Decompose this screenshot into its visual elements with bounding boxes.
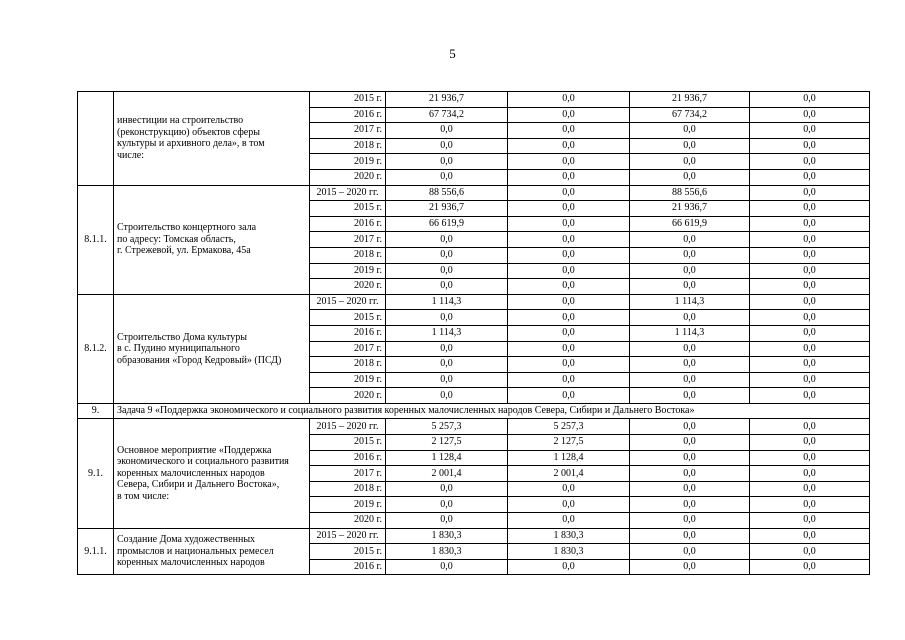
- value-cell: 0,0: [508, 325, 630, 341]
- value-cell: 0,0: [508, 154, 630, 170]
- year-cell: 2019 г.: [310, 497, 386, 513]
- value-cell: 0,0: [630, 372, 750, 388]
- value-cell: 2 001,4: [508, 466, 630, 482]
- value-cell: 0,0: [750, 513, 870, 529]
- value-cell: 2 127,5: [508, 435, 630, 451]
- item-name: [114, 419, 310, 528]
- value-cell: 1 830,3: [508, 528, 630, 544]
- value-cell: 0,0: [750, 357, 870, 373]
- year-cell: 2020 г.: [310, 279, 386, 295]
- value-cell: 2 001,4: [386, 466, 508, 482]
- item-name-text: инвестиции на строительство (реконструкцию) объектов сферы культуры и архивного дела», в том числе:: [117, 115, 265, 161]
- value-cell: 0,0: [386, 341, 508, 357]
- value-cell: 0,0: [630, 247, 750, 263]
- value-cell: 0,0: [386, 481, 508, 497]
- value-cell: 0,0: [508, 372, 630, 388]
- value-cell: 0,0: [386, 388, 508, 404]
- value-cell: 0,0: [750, 169, 870, 185]
- value-cell: 0,0: [508, 559, 630, 575]
- value-cell: 0,0: [630, 169, 750, 185]
- value-cell: 0,0: [750, 263, 870, 279]
- value-cell: 0,0: [630, 466, 750, 482]
- value-cell: 0,0: [508, 107, 630, 123]
- year-cell: 2015 – 2020 гг.: [310, 528, 386, 544]
- value-cell: 0,0: [508, 481, 630, 497]
- value-cell: 0,0: [508, 138, 630, 154]
- value-cell: 66 619,9: [386, 216, 508, 232]
- value-cell: 0,0: [750, 372, 870, 388]
- value-cell: 0,0: [508, 497, 630, 513]
- value-cell: 5 257,3: [386, 419, 508, 435]
- value-cell: 0,0: [386, 154, 508, 170]
- value-cell: 0,0: [630, 138, 750, 154]
- year-cell: 2019 г.: [310, 154, 386, 170]
- value-cell: 0,0: [630, 497, 750, 513]
- value-cell: 0,0: [630, 528, 750, 544]
- value-cell: 0,0: [750, 216, 870, 232]
- value-cell: 0,0: [630, 559, 750, 575]
- year-cell: 2020 г.: [310, 513, 386, 529]
- value-cell: 0,0: [630, 544, 750, 560]
- budget-table: [77, 91, 870, 575]
- value-cell: 0,0: [386, 232, 508, 248]
- value-cell: 66 619,9: [630, 216, 750, 232]
- value-cell: 0,0: [508, 169, 630, 185]
- item-code: 8.1.1.: [78, 185, 114, 294]
- value-cell: 0,0: [508, 357, 630, 373]
- value-cell: 21 936,7: [630, 201, 750, 217]
- table-body: [78, 92, 870, 575]
- value-cell: 0,0: [508, 201, 630, 217]
- value-cell: 0,0: [386, 559, 508, 575]
- year-cell: 2018 г.: [310, 138, 386, 154]
- value-cell: 0,0: [750, 310, 870, 326]
- value-cell: 1 114,3: [630, 294, 750, 310]
- value-cell: 0,0: [750, 201, 870, 217]
- value-cell: 1 114,3: [386, 294, 508, 310]
- value-cell: 1 114,3: [630, 325, 750, 341]
- value-cell: 0,0: [750, 435, 870, 451]
- value-cell: 0,0: [750, 466, 870, 482]
- item-name: [114, 528, 310, 575]
- year-cell: 2020 г.: [310, 169, 386, 185]
- value-cell: 0,0: [630, 279, 750, 295]
- value-cell: 0,0: [386, 263, 508, 279]
- value-cell: 0,0: [630, 154, 750, 170]
- item-name-text: Создание Дома художественных промыслов и национальных ремесел коренных малочисленных народов: [117, 534, 274, 569]
- year-cell: 2017 г.: [310, 466, 386, 482]
- value-cell: 0,0: [386, 513, 508, 529]
- value-cell: 1 830,3: [386, 528, 508, 544]
- value-cell: 0,0: [750, 138, 870, 154]
- item-name: [114, 92, 310, 186]
- value-cell: 0,0: [508, 341, 630, 357]
- table-row: [78, 185, 870, 201]
- value-cell: 88 556,6: [386, 185, 508, 201]
- value-cell: 0,0: [386, 372, 508, 388]
- value-cell: 0,0: [750, 450, 870, 466]
- table-row: [78, 419, 870, 435]
- value-cell: 0,0: [386, 247, 508, 263]
- value-cell: 0,0: [750, 107, 870, 123]
- value-cell: 0,0: [386, 138, 508, 154]
- value-cell: 0,0: [750, 544, 870, 560]
- table-row: [78, 528, 870, 544]
- year-cell: 2015 г.: [310, 310, 386, 326]
- value-cell: 1 114,3: [386, 325, 508, 341]
- value-cell: 0,0: [750, 341, 870, 357]
- value-cell: 0,0: [750, 154, 870, 170]
- year-cell: 2017 г.: [310, 123, 386, 139]
- value-cell: 0,0: [630, 450, 750, 466]
- year-cell: 2016 г.: [310, 559, 386, 575]
- value-cell: 0,0: [630, 481, 750, 497]
- value-cell: 0,0: [508, 294, 630, 310]
- year-cell: 2015 – 2020 гг.: [310, 185, 386, 201]
- year-cell: 2015 г.: [310, 544, 386, 560]
- value-cell: 1 128,4: [508, 450, 630, 466]
- year-cell: 2018 г.: [310, 247, 386, 263]
- value-cell: 0,0: [386, 497, 508, 513]
- year-cell: 2018 г.: [310, 357, 386, 373]
- task-row: [78, 403, 870, 419]
- table-row: [78, 92, 870, 108]
- item-code: 9.: [78, 403, 114, 419]
- year-cell: 2015 г.: [310, 435, 386, 451]
- year-cell: 2016 г.: [310, 325, 386, 341]
- value-cell: 0,0: [386, 123, 508, 139]
- value-cell: 0,0: [508, 92, 630, 108]
- value-cell: 0,0: [630, 513, 750, 529]
- value-cell: 0,0: [386, 279, 508, 295]
- value-cell: 0,0: [630, 388, 750, 404]
- value-cell: 0,0: [630, 310, 750, 326]
- year-cell: 2019 г.: [310, 263, 386, 279]
- item-name: [114, 185, 310, 294]
- task-title: Задача 9 «Поддержка экономического и социального развития коренных малочисленных народов Севера, Сибири и Дальнего Востока»: [114, 403, 870, 419]
- value-cell: 1 830,3: [508, 544, 630, 560]
- value-cell: 0,0: [750, 92, 870, 108]
- value-cell: 0,0: [630, 263, 750, 279]
- year-cell: 2015 г.: [310, 92, 386, 108]
- value-cell: 0,0: [630, 357, 750, 373]
- value-cell: 0,0: [508, 310, 630, 326]
- value-cell: 1 128,4: [386, 450, 508, 466]
- value-cell: 0,0: [750, 388, 870, 404]
- item-name-text: Основное мероприятие «Поддержка экономического и социального развития коренных малочисленных народов Севера, Сибири и Дальнего Востока», в том числе:: [117, 444, 289, 502]
- value-cell: 0,0: [386, 169, 508, 185]
- value-cell: 88 556,6: [630, 185, 750, 201]
- value-cell: 21 936,7: [630, 92, 750, 108]
- value-cell: 0,0: [508, 279, 630, 295]
- value-cell: 0,0: [508, 263, 630, 279]
- value-cell: 0,0: [750, 185, 870, 201]
- value-cell: 0,0: [508, 123, 630, 139]
- year-cell: 2016 г.: [310, 107, 386, 123]
- item-name-text: Строительство концертного зала по адресу: Томская область, г. Стрежевой, ул. Ермакова, 45а: [117, 222, 257, 257]
- value-cell: 0,0: [508, 513, 630, 529]
- value-cell: 0,0: [508, 232, 630, 248]
- value-cell: 0,0: [630, 232, 750, 248]
- value-cell: 2 127,5: [386, 435, 508, 451]
- value-cell: 0,0: [630, 123, 750, 139]
- year-cell: 2016 г.: [310, 450, 386, 466]
- item-code: 9.1.: [78, 419, 114, 528]
- page-number: 5: [449, 46, 456, 61]
- value-cell: 5 257,3: [508, 419, 630, 435]
- value-cell: 0,0: [750, 294, 870, 310]
- value-cell: 0,0: [508, 247, 630, 263]
- year-cell: 2015 – 2020 гг.: [310, 294, 386, 310]
- value-cell: 0,0: [508, 388, 630, 404]
- year-cell: 2018 г.: [310, 481, 386, 497]
- year-cell: 2017 г.: [310, 341, 386, 357]
- value-cell: 0,0: [750, 419, 870, 435]
- value-cell: 0,0: [750, 123, 870, 139]
- item-code: [78, 92, 114, 186]
- value-cell: 0,0: [750, 528, 870, 544]
- year-cell: 2015 – 2020 гг.: [310, 419, 386, 435]
- value-cell: 0,0: [750, 481, 870, 497]
- value-cell: 67 734,2: [630, 107, 750, 123]
- item-code: 9.1.1.: [78, 528, 114, 575]
- value-cell: 0,0: [750, 279, 870, 295]
- year-cell: 2015 г.: [310, 201, 386, 217]
- value-cell: 0,0: [630, 419, 750, 435]
- value-cell: 0,0: [750, 232, 870, 248]
- table-row: [78, 294, 870, 310]
- value-cell: 0,0: [750, 325, 870, 341]
- year-cell: 2020 г.: [310, 388, 386, 404]
- value-cell: 21 936,7: [386, 201, 508, 217]
- value-cell: 0,0: [750, 497, 870, 513]
- value-cell: 0,0: [386, 357, 508, 373]
- year-cell: 2019 г.: [310, 372, 386, 388]
- year-cell: 2016 г.: [310, 216, 386, 232]
- value-cell: 1 830,3: [386, 544, 508, 560]
- value-cell: 0,0: [630, 435, 750, 451]
- value-cell: 0,0: [386, 310, 508, 326]
- year-cell: 2017 г.: [310, 232, 386, 248]
- value-cell: 21 936,7: [386, 92, 508, 108]
- value-cell: 0,0: [630, 341, 750, 357]
- value-cell: 0,0: [750, 559, 870, 575]
- value-cell: 0,0: [508, 185, 630, 201]
- item-name-text: Строительство Дома культуры в с. Пудино муниципального образования «Город Кедровый» (ПСД): [117, 331, 282, 366]
- value-cell: 67 734,2: [386, 107, 508, 123]
- value-cell: 0,0: [508, 216, 630, 232]
- item-code: 8.1.2.: [78, 294, 114, 403]
- item-name: [114, 294, 310, 403]
- value-cell: 0,0: [750, 247, 870, 263]
